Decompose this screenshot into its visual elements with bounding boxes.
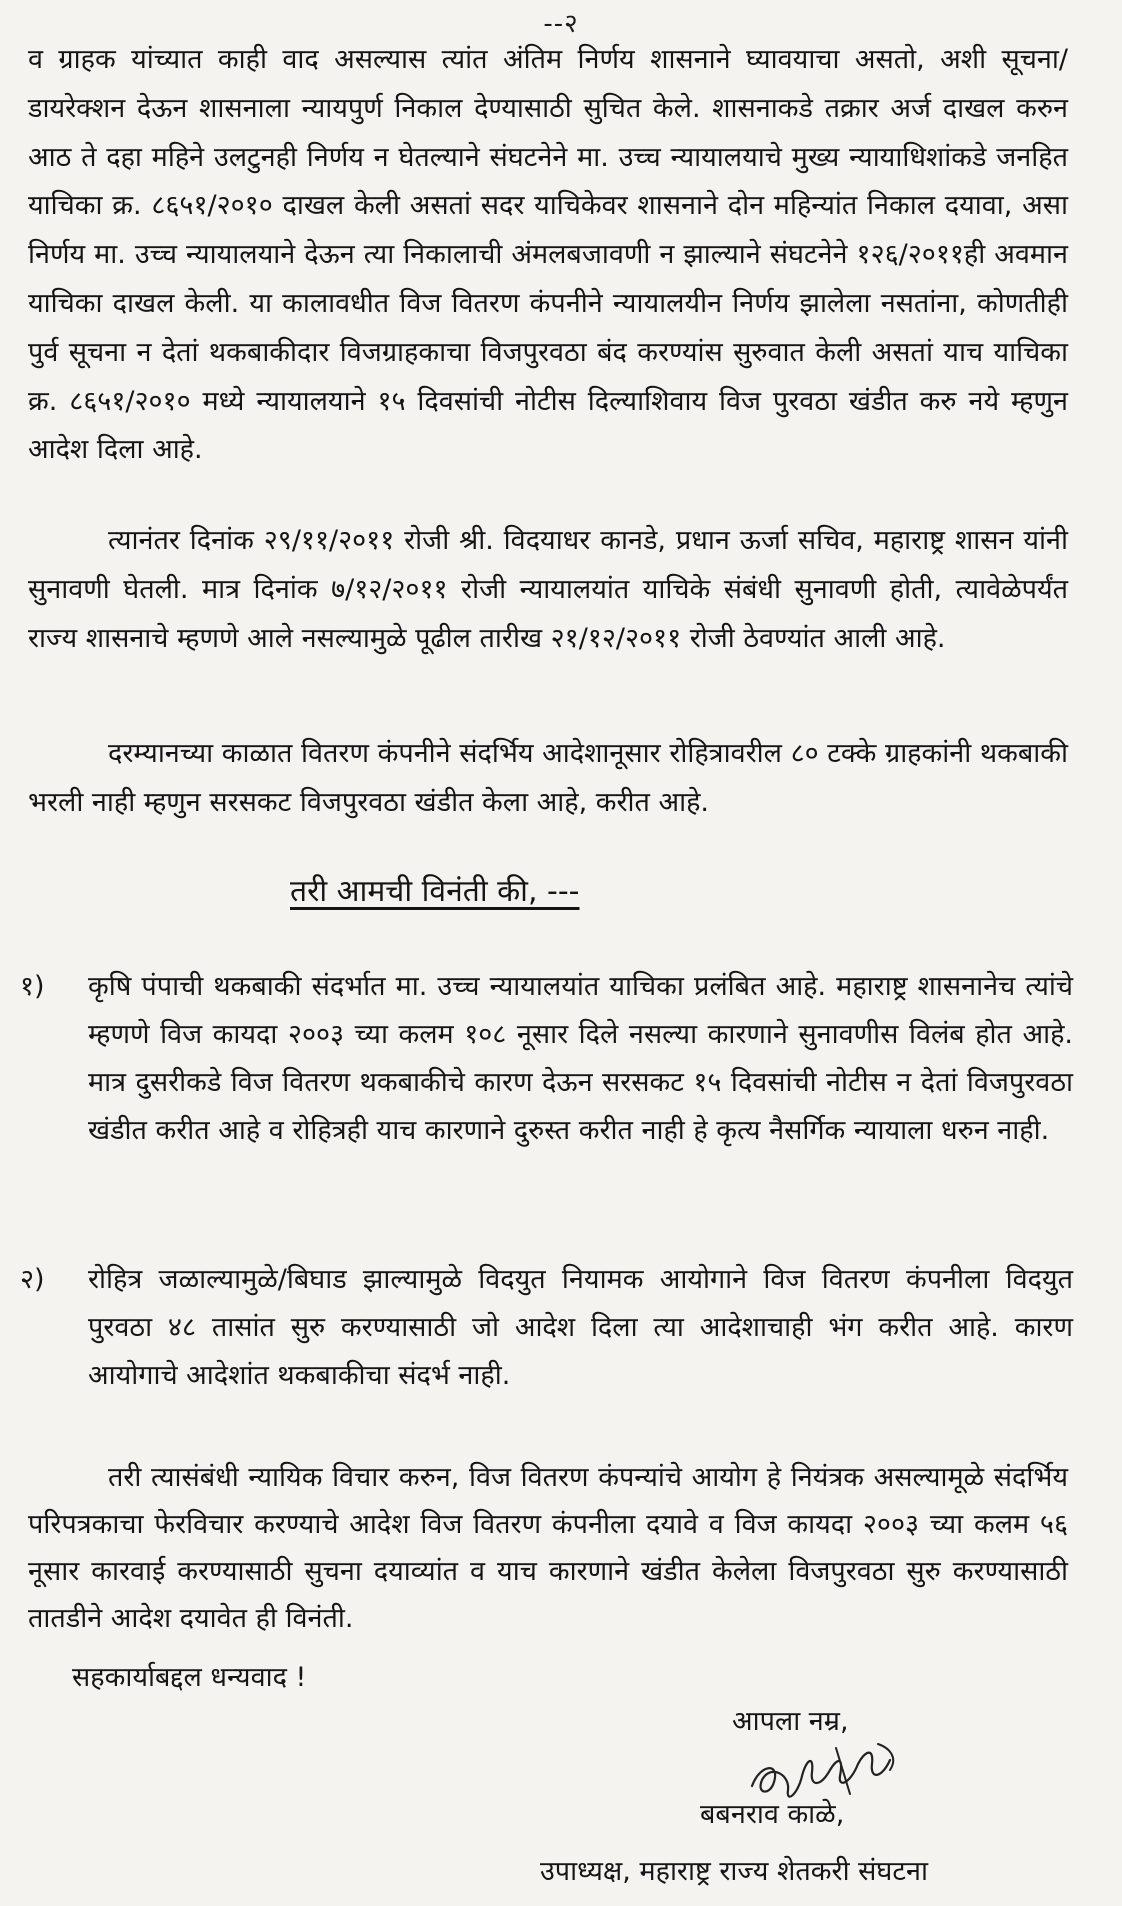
request-text: कृषि पंपाची थकबाकी संदर्भात मा. उच्च न्यायालयांत याचिका प्रलंबित आहे. महाराष्ट्र शासनानेच त्यांचे म्हणणे विज कायदा २००३ च्या कलम १०८ नूसार दिले नसल्या कारणाने सुनावणीस विलंब होत आहे. मात्र दुसरीकडे विज वितरण थकबाकीचे कारण देऊन सरसकट १५ दिवसांची नोटीस न देतां विजपुरवठा खंडीत करीत आहे व रोहित्रही याच कारणाने दुरुस्त करीत नाही हे कृत्य नैसर्गिक न्यायाला धरुन नाही. [88,971,1073,1146]
request-heading: तरी आमची विनंती की, --- [290,874,580,909]
body-paragraph-2: त्यानंतर दिनांक २९/११/२०११ रोजी श्री. विदयाधर कानडे, प्रधान ऊर्जा सचिव, महाराष्ट्र शासन यांनी सुनावणी घेतली. मात्र दिनांक ७/१२/२०११ रोजी न्यायालयांत याचिके संबंधी सुनावणी होती, त्यावेळेपर्यंत राज्य शासनाचे म्हणणे आले नसल्यामुळे पूढील तारीख २१/१२/२०११ रोजी ठेवण्यांत आली आहे. [28,525,1068,654]
request-item [20,1256,1080,1416]
body-paragraph-3: दरम्यानच्या काळात वितरण कंपनीने संदर्भिय आदेशानूसार रोहित्रावरील ८० टक्के ग्राहकांनी थकबाकी भरली नाही म्हणुन सरसकट विजपुरवठा खंडीत केला आहे, करीत आहे. [28,738,1068,818]
request-text: रोहित्र जळाल्यामुळे/बिघाड झाल्यामुळे विदयुत नियामक आयोगाने विज वितरण कंपनीला विदयुत पुरवठा ४८ तासांत सुरु करण्यासाठी जो आदेश दिला त्या आदेशाचाही भंग करीत आहे. कारण आयोगाचे आदेशांत थकबाकीचा संदर्भ नाही. [88,1264,1073,1391]
request-item [20,963,1080,1223]
request-number: १) [20,971,45,1002]
page-number: --२ [543,9,579,39]
request-number: २) [20,1264,45,1295]
body-paragraph-1: व ग्राहक यांच्यात काही वाद असल्यास त्यांत अंतिम निर्णय शासनाने घ्यावयाचा असतो, अशी सूचना/डायरेक्शन देऊन शासनाला न्यायपुर्ण निकाल देण्यासाठी सुचित केले. शासनाकडे तक्रार अर्ज दाखल करुन आठ ते दहा महिने उलटुनही निर्णय न घेतल्याने संघटनेने मा. उच्च न्यायालयाचे मुख्य न्यायाधिशांकडे जनहित याचिका क्र. ८६५१/२०१० दाखल केली असतां सदर याचिकेवर शासनाने दोन महिन्यांत निकाल दयावा, असा निर्णय मा. उच्च न्यायालयाने देऊन त्या निकालाची अंमलबजावणी न झाल्याने संघटनेने १२६/२०११ही अवमान याचिका दाखल केली. या कालावधीत विज वितरण कंपनीने न्यायालयीन निर्णय झालेला नसतांना, कोणतीही पुर्व सूचना न देतां थकबाकीदार विजग्राहकाचा विजपुरवठा बंद करण्यांस सुरुवात केली असतां याच याचिका क्र. ८६५१/२०१० मध्ये न्यायालयाने १५ दिवसांची नोटीस दिल्याशिवाय विज पुरवठा खंडीत करु नये म्हणुन आदेश दिला आहे. [28,44,1068,466]
thanks-line: सहकार्याबद्दल धन्यवाद ! [72,1662,307,1693]
final-paragraph: तरी त्यासंबंधी न्यायिक विचार करुन, विज वितरण कंपन्यांचे आयोग हे नियंत्रक असल्यामूळे संदर्भिय परिपत्रकाचा फेरविचार करण्याचे आदेश विज वितरण कंपनीला दयावे व विज कायदा २००३ च्या कलम ५६ नूसार कारवाई करण्यासाठी सुचना दयाव्यांत व याच कारणाने खंडीत केलेला विजपुरवठा सुरु करण्यासाठी तातडीने आदेश दयावेत ही विनंती. [28,1462,1068,1634]
signer-designation: उपाध्यक्ष, महाराष्ट्र राज्य शेतकरी संघटना [540,1856,928,1887]
closing-salutation: आपला नम्र, [732,1706,849,1737]
signer-name: बबनराव काळे, [700,1799,845,1830]
